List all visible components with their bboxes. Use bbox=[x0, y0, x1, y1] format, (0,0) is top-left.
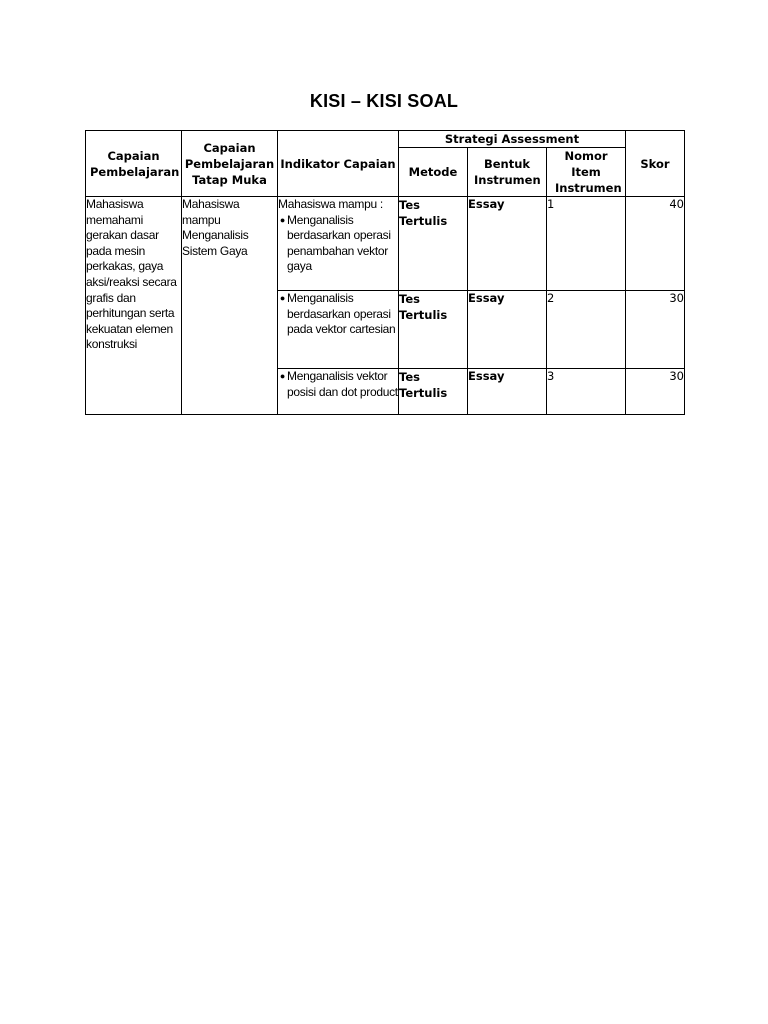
indikator-cell bbox=[278, 197, 399, 291]
indikator-item bbox=[278, 369, 398, 400]
skor-cell: 30 bbox=[626, 369, 685, 415]
header-strategi-assessment: Strategi Assessment bbox=[399, 131, 626, 148]
indikator-intro: Mahasiswa mampu : bbox=[278, 197, 383, 211]
header-metode: Metode bbox=[399, 148, 468, 197]
header-bentuk-instrumen: Bentuk Instrumen bbox=[468, 148, 547, 197]
indikator-item bbox=[278, 291, 398, 338]
skor-cell: 40 bbox=[626, 197, 685, 291]
bentuk-instrumen-cell: Essay bbox=[468, 291, 547, 369]
metode-cell: Tes Tertulis bbox=[399, 197, 468, 291]
skor-cell: 30 bbox=[626, 291, 685, 369]
capaian-tatap-muka-cell: Mahasiswa mampu Menganalisis Sistem Gaya bbox=[182, 197, 278, 415]
kisi-kisi-table bbox=[85, 130, 685, 415]
capaian-pembelajaran-cell: Mahasiswa memahami gerakan dasar pada mesin perkakas, gaya aksi/reaksi secara grafis dan perhitungan serta kekuatan elemen konstruksi bbox=[86, 197, 182, 415]
indikator-cell bbox=[278, 291, 399, 369]
bullet-icon: ● bbox=[279, 371, 286, 381]
nomor-item-cell: 3 bbox=[547, 369, 626, 415]
indikator-cell bbox=[278, 369, 399, 415]
bullet-icon: ● bbox=[279, 214, 286, 225]
nomor-item-cell: 1 bbox=[547, 197, 626, 291]
document-title: KISI – KISI SOAL bbox=[309, 91, 459, 111]
indikator-text: Menganalisis vektor posisi dan dot product bbox=[287, 369, 398, 399]
metode-cell: Tes Tertulis bbox=[399, 369, 468, 415]
header-capaian-tatap-muka: Capaian Pembelajaran Tatap Muka bbox=[182, 131, 278, 197]
header-nomor-item-instrumen: Nomor Item Instrumen bbox=[547, 148, 626, 197]
indikator-item bbox=[278, 213, 398, 275]
bentuk-instrumen-cell: Essay bbox=[468, 197, 547, 291]
nomor-item-cell: 2 bbox=[547, 291, 626, 369]
header-capaian-pembelajaran: Capaian Pembelajaran bbox=[86, 131, 182, 197]
indikator-text: Menganalisis berdasarkan operasi pada vektor cartesian bbox=[287, 291, 396, 337]
header-skor: Skor bbox=[626, 131, 685, 197]
bentuk-instrumen-cell: Essay bbox=[468, 369, 547, 415]
header-row-top bbox=[86, 131, 685, 148]
table-row bbox=[86, 197, 685, 291]
header-indikator-capaian: Indikator Capaian bbox=[278, 131, 399, 197]
indikator-text: Menganalisis berdasarkan operasi penambahan vektor gaya bbox=[287, 212, 391, 274]
bullet-icon: ● bbox=[279, 293, 286, 303]
metode-cell: Tes Tertulis bbox=[399, 291, 468, 369]
